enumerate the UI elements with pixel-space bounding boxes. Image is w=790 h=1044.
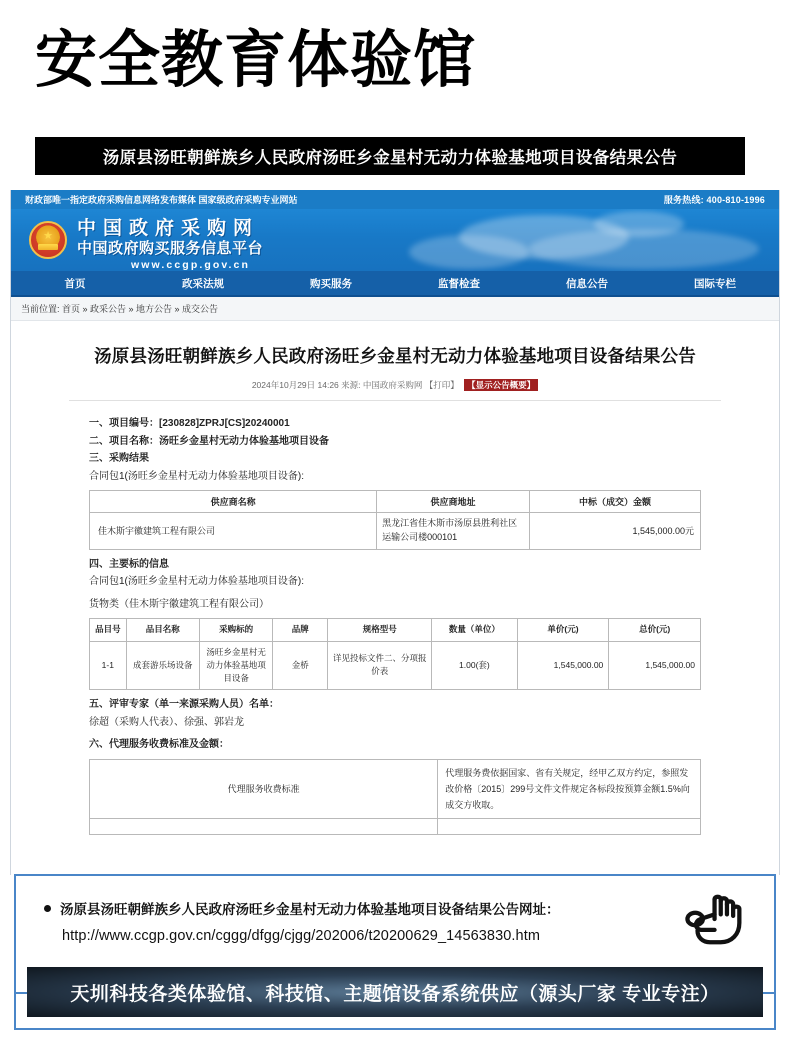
- th-brand: 品牌: [273, 619, 328, 641]
- nav-item-international[interactable]: 国际专栏: [694, 277, 736, 290]
- breadcrumb-text: 当前位置: 首页 » 政采公告 » 地方公告 » 成交公告: [21, 304, 219, 314]
- ccgp-slogan: 财政部唯一指定政府采购信息网络发布媒体 国家级政府采购专业网站: [25, 195, 298, 205]
- section-2-label: 二、项目名称：: [89, 435, 159, 447]
- ccgp-banner: [11, 209, 779, 271]
- footer-banner-text: 天圳科技各类体验馆、科技馆、主题馆设备系统供应（源头厂家 专业专注）: [70, 983, 720, 1005]
- nav-item-home[interactable]: 首页: [64, 277, 86, 290]
- td-unit-price: 1,545,000.00: [517, 641, 609, 690]
- td-supplier-name: 佳木斯宇徽建筑工程有限公司: [90, 513, 377, 550]
- section-5-label: 五、评审专家（单一来源采购人员）名单：: [89, 699, 279, 711]
- pointing-hand-icon: [674, 888, 752, 950]
- table-row: [90, 759, 701, 819]
- td-fee-standard-value: 代理服务费依据国家、省有关规定，经甲乙双方约定，参照发改价格〔2015〕299号文件文件规定各标段按预算金额1.5%向成交方收取。: [438, 759, 701, 819]
- section-5-value: 徐超（采购人代表）、徐强、郭岩龙: [89, 716, 244, 728]
- brand-line-2: 中国政府购买服务信息平台: [77, 239, 264, 257]
- section-3-label: 三、采购结果: [89, 453, 149, 464]
- td-item-name: 成套游乐场设备: [126, 641, 199, 690]
- section-1-line: [89, 415, 701, 433]
- nav-item-regulations[interactable]: 政采法规: [182, 277, 224, 290]
- th-item-no: 品目号: [90, 619, 127, 641]
- url-label-text: 汤原县汤旺朝鲜族乡人民政府汤旺乡金星村无动力体验基地项目设备结果公告网址：: [60, 902, 560, 917]
- announcement-meta: [41, 379, 749, 391]
- announcement-url[interactable]: http://www.ccgp.gov.cn/cggg/dfgg/cjgg/202006/t20200629_14563830.htm: [62, 928, 541, 944]
- td-fee-standard-label: 代理服务收费标准: [90, 759, 438, 819]
- promo-subtitle-text: 汤原县汤旺朝鲜族乡人民政府汤旺乡金星村无动力体验基地项目设备结果公告: [102, 149, 678, 167]
- nav-item-supervision[interactable]: 监督检查: [438, 277, 480, 290]
- td-empty: [90, 819, 438, 835]
- agency-fee-table: [89, 759, 701, 836]
- td-award-amount: 1,545,000.00元: [529, 513, 700, 550]
- td-spec-model: 详见投标文件二、分项报价表: [328, 641, 432, 690]
- section-6-label: 六、代理服务收费标准及金额：: [89, 739, 229, 751]
- section-3-package: 合同包1(汤旺乡金星村无动力体验基地项目设备):: [89, 470, 304, 482]
- print-link[interactable]: 【打印】: [424, 380, 459, 390]
- national-emblem-icon: [29, 221, 67, 259]
- table-row: [90, 641, 701, 690]
- section-1-value: [230828]ZPRJ[CS]20240001: [159, 418, 290, 429]
- td-empty: [438, 819, 701, 835]
- announcement-document: [11, 321, 779, 835]
- breadcrumb[interactable]: [11, 297, 779, 321]
- th-total-price: 总价(元): [609, 619, 701, 641]
- nav-item-purchase[interactable]: 购买服务: [310, 277, 352, 290]
- nav-item-announcements[interactable]: 信息公告: [566, 277, 608, 290]
- ccgp-topbar: [11, 190, 779, 209]
- bullet-point-icon: [44, 905, 51, 912]
- th-supplier-address: 供应商地址: [377, 491, 530, 513]
- td-supplier-address: 黑龙江省佳木斯市汤原县胜利社区运输公司楼000101: [377, 513, 530, 550]
- promo-subtitle-bar: [35, 137, 745, 175]
- item-details-table: [89, 618, 701, 690]
- promo-headline: 安全教育体验馆: [35, 26, 477, 95]
- document-body: [41, 401, 749, 835]
- emblem-bar: [38, 244, 58, 250]
- cloud-decoration: [409, 235, 529, 269]
- table-header-row: [90, 619, 701, 641]
- announcement-title: 汤原县汤旺朝鲜族乡人民政府汤旺乡金星村无动力体验基地项目设备结果公告: [94, 346, 696, 366]
- th-subject: 采购标的: [199, 619, 272, 641]
- th-item-name: 品目名称: [126, 619, 199, 641]
- brand-line-1: 中国政府采购网: [77, 218, 260, 239]
- td-brand: 金桥: [273, 641, 328, 690]
- cloud-decoration: [594, 211, 684, 237]
- meta-date: 2024年10月29日 14:26: [251, 380, 339, 390]
- td-quantity: 1.00(套): [432, 641, 518, 690]
- th-unit-price: 单价(元): [517, 619, 609, 641]
- section-4-category: 货物类（佳木斯宇徽建筑工程有限公司）: [89, 598, 269, 610]
- section-4-package: 合同包1(汤旺乡金星村无动力体验基地项目设备):: [89, 576, 304, 588]
- meta-source: 来源: 中国政府采购网: [341, 380, 423, 390]
- ccgp-brand: [77, 218, 263, 271]
- section-1-label: 一、项目编号：: [89, 418, 159, 429]
- section-4-label: 四、主要标的信息: [89, 558, 169, 570]
- show-summary-badge[interactable]: 【显示公告概要】: [464, 379, 538, 391]
- footer-banner: [27, 967, 763, 1017]
- ccgp-website-screenshot: [10, 190, 780, 875]
- td-item-no: 1-1: [90, 641, 127, 690]
- th-quantity: 数量（单位）: [432, 619, 518, 641]
- th-award-amount: 中标（成交）金额: [529, 491, 700, 513]
- section-2-line: [89, 433, 701, 451]
- td-total-price: 1,545,000.00: [609, 641, 701, 690]
- table-row: [90, 819, 701, 835]
- table-header-row: [90, 491, 701, 513]
- th-spec-model: 规格型号: [328, 619, 432, 641]
- section-2-value: 汤旺乡金星村无动力体验基地项目设备: [159, 435, 329, 447]
- star-glyph: ★: [43, 229, 53, 242]
- brand-url: www.ccgp.gov.cn: [131, 258, 251, 271]
- ccgp-hotline: 服务热线: 400-810-1996: [663, 195, 765, 205]
- supplier-result-table: [89, 490, 701, 550]
- table-row: [90, 513, 701, 550]
- th-supplier-name: 供应商名称: [90, 491, 377, 513]
- td-subject: 汤旺乡金星村无动力体验基地项目设备: [199, 641, 272, 690]
- ccgp-main-nav[interactable]: [11, 271, 779, 297]
- url-label-row: [44, 898, 560, 918]
